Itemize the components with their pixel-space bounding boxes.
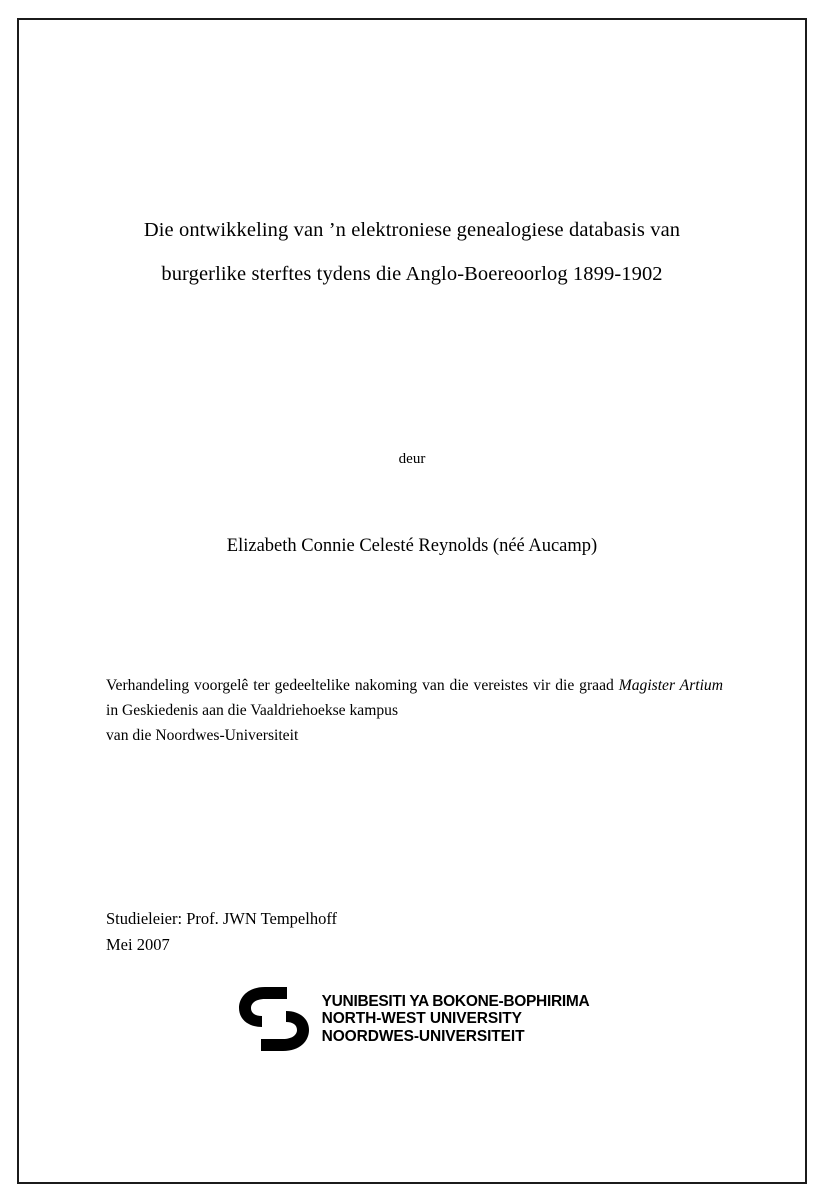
statement-part-1: Verhandeling voorgelê ter gedeeltelike nakoming van die vereistes vir die graad — [106, 677, 619, 694]
byline-label: deur — [398, 451, 426, 467]
title-line-1: Die ontwikkeling van ’n elektroniese genealogiese databasis van — [143, 219, 681, 241]
logo-line-1: YUNIBESITI YA BOKONE-BOPHIRIMA — [321, 992, 590, 1010]
author-name: Elizabeth Connie Celesté Reynolds (néé Aucamp) — [226, 536, 598, 556]
title-line-2: burgerlike sterftes tydens die Anglo-Boereoorlog 1899-1902 — [161, 263, 663, 285]
supervisor-block — [106, 906, 337, 958]
logo-line-2: NORTH-WEST UNIVERSITY — [321, 1010, 522, 1028]
page-content — [92, 18, 732, 1184]
supervisor-name: Studieleier: Prof. JWN Tempelhoff — [106, 909, 338, 928]
nwu-logo-icon — [235, 983, 313, 1055]
logo-line-3: NOORDWES-UNIVERSITEIT — [321, 1027, 525, 1045]
university-logo — [92, 983, 732, 1055]
statement-line-3: van die Noordwes-Universiteit — [106, 727, 299, 744]
submission-date: Mei 2007 — [106, 935, 170, 954]
statement-degree-emphasis: Magister Artium — [618, 677, 723, 694]
logo-text-block — [322, 993, 590, 1046]
statement-part-2: in Geskiedenis aan die Vaaldriehoekse kampus — [106, 702, 399, 719]
degree-statement — [106, 673, 723, 748]
page-title — [92, 208, 732, 296]
